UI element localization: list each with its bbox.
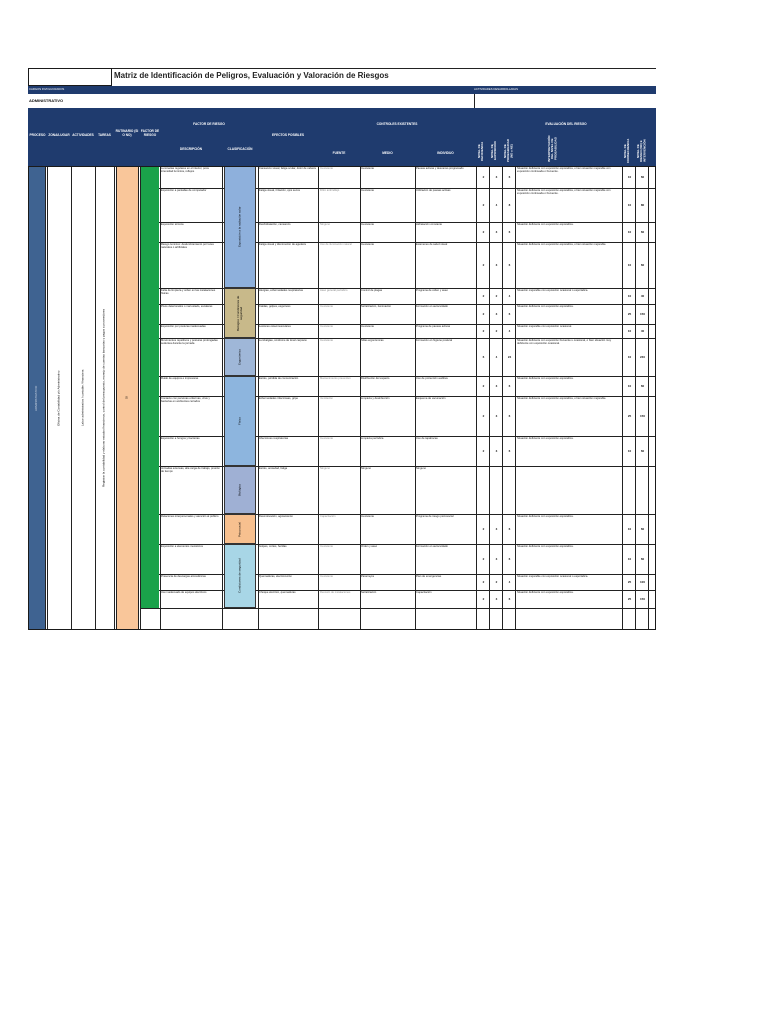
possible-effect: Estrés, ansiedad, fatiga	[259, 467, 288, 470]
control-individual: Esquema de vacunación	[416, 397, 446, 400]
score-np: 6	[508, 175, 511, 179]
possible-effect: Caídas, golpes, esguinces	[259, 305, 291, 308]
hazard-description: Uso inadecuado de equipos eléctricos	[161, 591, 207, 594]
control-medium: Orden y aseo	[361, 545, 378, 548]
score-nr: 60	[640, 175, 645, 179]
hazard-description: Ruido de equipos e impresoras	[161, 377, 199, 380]
possible-effect: Deshidratación, cansancio	[259, 223, 291, 226]
control-source: Inexistente	[320, 437, 333, 440]
col-ne: NIVEL DE EXPOSICIÓN	[490, 141, 498, 161]
col-factor: FACTOR DE RIESGO	[140, 129, 160, 137]
probability-interpretation: Situación deficiente con exposición esporádica.	[517, 377, 574, 380]
col-rutinario: RUTINARIO (SI O NO)	[115, 129, 139, 137]
score-ne: 3	[495, 557, 498, 561]
probability-interpretation: Situación mejorable con exposición ocasional.	[517, 325, 572, 328]
cargos-label: CARGOS INVOLUCRADOS	[29, 87, 65, 91]
score-nd: 2	[482, 230, 485, 234]
possible-effect: Lumbalgias, síndrome de túnel carpiano	[259, 339, 307, 342]
probability-interpretation: Situación deficiente con exposición esporádica, o bien situación mejorable.	[517, 397, 607, 400]
control-medium: Limpieza periódica	[361, 437, 384, 440]
control-medium: Inexistente	[361, 325, 374, 328]
page-title: Matriz de Identificación de Peligros, Evaluación y Valoración de Riesgos	[114, 71, 389, 80]
score-nc: 10	[627, 203, 632, 207]
probability-interpretation: Situación deficiente con exposición esporádica.	[517, 305, 574, 308]
control-medium: Pararrayos	[361, 575, 375, 578]
score-np: 6	[508, 449, 511, 453]
control-source: Mantenimiento preventivo	[320, 377, 351, 380]
hazard-description: Falta de limpieza y orden en las instalaciones físicas	[161, 289, 216, 296]
control-medium: Inexistente	[361, 189, 374, 192]
score-nr: 60	[640, 263, 645, 267]
score-ne: 3	[495, 263, 498, 267]
hazard-description: Exposición a pantallas de computador	[161, 189, 207, 192]
score-nr: 60	[640, 230, 645, 234]
score-ne: 3	[495, 597, 498, 601]
possible-effect: Choque eléctrico, quemaduras	[259, 591, 296, 594]
control-source: Inexistente	[320, 545, 333, 548]
possible-effect: Cansancio visual, fatiga ocular, dolor de cabeza	[259, 167, 316, 170]
col-nd: NIVEL DE DEFICIENCIA	[477, 141, 485, 161]
control-source: Inexistente	[320, 325, 333, 328]
score-np: 6	[508, 384, 511, 388]
probability-interpretation: Situación deficiente con exposición esporádica.	[517, 545, 574, 548]
possible-effect: Fatiga visual y disminución de agudeza	[259, 243, 306, 246]
col-efectos: EFECTOS POSIBLES	[272, 133, 304, 137]
score-nr: 60	[640, 557, 645, 561]
score-np: 4	[508, 329, 511, 333]
control-source: Filtro antirreflejo	[320, 189, 340, 192]
score-ne: 2	[495, 580, 498, 584]
score-np: 6	[508, 557, 511, 561]
title-left-cell	[28, 68, 112, 86]
score-nc: 25	[627, 580, 632, 584]
score-nr: 60	[640, 449, 645, 453]
score-nc: 10	[627, 384, 632, 388]
score-nd: 2	[482, 449, 485, 453]
score-nr: 150	[639, 414, 645, 418]
score-nd: 2	[482, 263, 485, 267]
col-zona: ZONA/LUGAR	[48, 133, 70, 137]
possible-effect: Estrés, pérdida de concentración	[259, 377, 299, 380]
score-nd: 2	[482, 312, 485, 316]
hazard-classification-label: Biológico	[237, 483, 242, 497]
score-nr: 60	[640, 527, 645, 531]
score-nc: 10	[627, 230, 632, 234]
col-descripcion: DESCRIPCIÓN	[179, 147, 203, 151]
control-medium: Distribución del espacio	[361, 377, 390, 380]
score-nd: 2	[482, 527, 485, 531]
possible-effect: Enfermedades infecciosas, gripe	[259, 397, 298, 400]
score-nd: 2	[482, 294, 485, 298]
probability-interpretation: Situación deficiente con exposición frecuente u ocasional, o bien situación muy deficiente con exposición ocasional.	[517, 339, 612, 346]
control-individual: Uso de tapabocas	[416, 437, 438, 440]
score-nc: 25	[627, 312, 632, 316]
hazard-classification-label: Ergonómico	[237, 349, 242, 366]
col-evaluacion: EVALUACIÓN DEL RIESGO	[545, 122, 587, 126]
score-nc: 10	[627, 557, 632, 561]
control-source: Ventilación	[320, 397, 333, 400]
hazard-classification-label: Exposición a la radiación solar	[237, 206, 242, 248]
score-ne: 2	[495, 294, 498, 298]
col-fuente: FUENTE	[332, 151, 346, 155]
control-source: Inexistente	[320, 575, 333, 578]
possible-effect: Desmotivación, agotamiento	[259, 515, 293, 518]
risk-matrix-sheet	[28, 68, 656, 630]
rutinario-label: SI	[124, 396, 129, 400]
score-nd: 2	[482, 597, 485, 601]
probability-interpretation: Situación deficiente con exposición esporádica, o bien situación mejorable con exposición continuada o frecuente.	[517, 167, 611, 174]
probability-interpretation: Situación mejorable con exposición ocasional o esporádica.	[517, 575, 589, 578]
area-label: ADMINISTRATIVO	[29, 98, 64, 103]
control-medium: Limpieza y desinfección	[361, 397, 390, 400]
control-individual: Programa de pausas activas	[416, 325, 451, 328]
hazard-description: Luminarias regulares en el interior, poca intensidad lumínica, reflejos	[161, 167, 209, 174]
col-peligro: FACTOR DE RIESGO	[193, 122, 225, 126]
control-source: Ninguno	[320, 223, 331, 226]
score-nc: 25	[627, 597, 632, 601]
score-nd: 2	[482, 175, 485, 179]
hazard-classification-label: Físico	[237, 417, 242, 426]
score-nd: 2	[482, 414, 485, 418]
score-np: 8	[508, 203, 511, 207]
actividades-label: ACTIVIDADES DESARROLLADAS	[474, 87, 518, 91]
proceso-label: ADMINISTRATIVO	[33, 385, 38, 411]
score-nr: 80	[640, 203, 645, 207]
score-np: 6	[508, 597, 511, 601]
score-np: 6	[508, 312, 511, 316]
score-nr: 60	[640, 384, 645, 388]
score-ne: 3	[495, 449, 498, 453]
probability-interpretation: Situación mejorable con exposición ocasional o esporádica.	[517, 289, 589, 292]
score-ne: 4	[495, 355, 498, 359]
score-nr: 240	[639, 355, 645, 359]
hazard-description: Relaciones interpersonales y atención al público	[161, 515, 219, 518]
score-nc: 10	[627, 355, 632, 359]
control-source: Revisión de instalaciones	[320, 591, 351, 594]
hazard-description: Riesgo lumínico: deslumbramiento por luces naturales o artificiales	[161, 243, 214, 250]
col-individuo: INDIVIDUO	[437, 151, 454, 155]
col-tareas: TAREAS	[98, 133, 111, 137]
control-individual: Programa de orden y aseo	[416, 289, 448, 292]
score-np: 6	[508, 527, 511, 531]
hazard-description: Presencia de descargas atmosféricas	[161, 575, 206, 578]
score-nc: 10	[627, 263, 632, 267]
score-np: 4	[508, 580, 511, 584]
possible-effect: Fatiga visual, irritación, ojos secos	[259, 189, 300, 192]
possible-effect: Lesiones osteomusculares	[259, 325, 291, 328]
score-nd: 2	[482, 580, 485, 584]
possible-effect: Infecciones respiratorias	[259, 437, 289, 440]
score-ne: 3	[495, 175, 498, 179]
score-np: 6	[508, 263, 511, 267]
control-medium: Inexistente	[361, 515, 374, 518]
control-source: Uso de iluminación natural	[320, 243, 352, 246]
control-medium: Sillas ergonómicas	[361, 339, 384, 342]
score-nd: 2	[482, 203, 485, 207]
score-nr: 150	[639, 312, 645, 316]
probability-interpretation: Situación deficiente con exposición esporádica, o bien situación mejorable.	[517, 243, 607, 246]
score-ne: 3	[495, 312, 498, 316]
control-source: Inexistente	[320, 305, 333, 308]
control-individual: Hidratación constante	[416, 223, 442, 226]
tarea-label: Registrar la contabilidad y elaborar estados financieros, control del presupuesto, manejo de cuentas bancarias y pagos a proveedores	[101, 308, 106, 488]
control-individual: Utilización de pausas activas	[416, 189, 451, 192]
hazard-classification-label: Psicosocial	[237, 521, 242, 537]
possible-effect: Golpes, cortes, heridas	[259, 545, 287, 548]
score-ne: 2	[495, 329, 498, 333]
control-source: Capacitación	[320, 515, 336, 518]
control-source: Ninguno	[320, 467, 331, 470]
control-individual: Formación en autocuidado	[416, 305, 448, 308]
control-individual: Formación en higiene postural	[416, 339, 453, 342]
hazard-description: Contacto con personas enfermas, virus y bacterias en ambientes cerrados	[161, 397, 210, 404]
control-individual: Programa de riesgo psicosocial	[416, 515, 454, 518]
control-individual: Capacitación	[416, 591, 432, 594]
hazard-description: Jornadas extensas, alta carga de trabajo, presión de tiempo	[161, 467, 220, 474]
hazard-description: Exposición térmica	[161, 223, 184, 226]
score-nr: 100	[639, 580, 645, 584]
score-ne: 3	[495, 527, 498, 531]
hazard-description: Exposición a hongos y bacterias	[161, 437, 200, 440]
hazard-description: Exposición a elementos mecánicos	[161, 545, 203, 548]
score-nr: 150	[639, 597, 645, 601]
possible-effect: Alergias, enfermedades respiratorias	[259, 289, 303, 292]
score-np: 24	[507, 355, 512, 359]
control-individual: Plan de emergencias	[416, 575, 442, 578]
col-nc: NIVEL DE CONSECUENCIA	[623, 138, 631, 164]
hazard-description: Pisos deteriorados o mal estado, escaleras	[161, 305, 213, 308]
score-nd: 6	[482, 355, 485, 359]
possible-effect: Quemaduras, electrocución	[259, 575, 292, 578]
probability-interpretation: Situación deficiente con exposición esporádica.	[517, 437, 574, 440]
probability-interpretation: Situación deficiente con exposición esporádica, o bien situación mejorable con exposición continuada o frecuente.	[517, 189, 611, 196]
actividad-label: Labor administrativa / contable / financiera	[80, 369, 85, 427]
score-nc: 25	[627, 414, 632, 418]
col-actividades: ACTIVIDADES	[72, 133, 94, 137]
col-np: NIVEL DE PROBABILIDAD (ND x NE)	[503, 139, 514, 163]
col-interp: INTERPRETACIÓN DEL NIVEL DE PROBABILIDAD	[547, 135, 558, 163]
score-np: 4	[508, 294, 511, 298]
score-nc: 10	[627, 175, 632, 179]
hazard-description: Exposición por posturas inadecuadas	[161, 325, 206, 328]
control-individual: Ninguno	[416, 467, 427, 470]
control-individual: Uso de protección auditiva	[416, 377, 448, 380]
score-nd: 2	[482, 557, 485, 561]
score-ne: 3	[495, 414, 498, 418]
score-nc: 10	[627, 329, 632, 333]
control-individual: Exámenes de salud visual	[416, 243, 448, 246]
hazard-classification-label: Condiciones de seguridad	[237, 558, 242, 594]
score-ne: 3	[495, 230, 498, 234]
score-nc: 10	[627, 449, 632, 453]
control-medium: Inexistente	[361, 243, 374, 246]
control-medium: Ninguno	[361, 467, 372, 470]
info-bar	[28, 86, 656, 94]
score-np: 6	[508, 414, 511, 418]
score-nr: 40	[640, 329, 645, 333]
control-medium: Señalización, iluminación	[361, 305, 392, 308]
score-nc: 10	[627, 527, 632, 531]
score-nd: 2	[482, 329, 485, 333]
control-source: Aseo general periódico	[320, 289, 348, 292]
hazard-classification-label: Biológico / Condiciones de seguridad	[235, 295, 243, 331]
col-medio: MEDIO	[382, 151, 393, 155]
control-medium: Inexistente	[361, 167, 374, 170]
probability-interpretation: Situación deficiente con exposición esporádica.	[517, 515, 574, 518]
score-nc: 10	[627, 294, 632, 298]
col-clasificacion: CLASIFICACIÓN	[227, 147, 253, 151]
zona-label: Oficina de Contabilidad y/o Administrativo	[56, 370, 61, 426]
score-nr: 40	[640, 294, 645, 298]
control-individual: Pausas activas y descanso programado	[416, 167, 464, 170]
control-individual: Formación en autocuidado	[416, 545, 448, 548]
control-medium: Control de plagas	[361, 289, 383, 292]
score-np: 6	[508, 230, 511, 234]
control-medium: Señalización	[361, 591, 377, 594]
control-source: Inexistente	[320, 167, 333, 170]
control-medium: Inexistente	[361, 223, 374, 226]
score-ne: 4	[495, 203, 498, 207]
col-controles: CONTROLES EXISTENTES	[376, 122, 418, 126]
hazard-description: Movimientos repetitivos y posturas prolongadas sedentes durante la jornada	[161, 339, 218, 346]
col-proceso: PROCESO	[29, 133, 46, 137]
probability-interpretation: Situación deficiente con exposición esporádica.	[517, 591, 574, 594]
probability-interpretation: Situación deficiente con exposición esporádica.	[517, 223, 574, 226]
score-ne: 3	[495, 384, 498, 388]
col-nr: NIVEL DE RIESGO (NR) E INTERVENCIÓN	[636, 139, 647, 163]
score-nd: 2	[482, 384, 485, 388]
control-source: Inexistente	[320, 339, 333, 342]
